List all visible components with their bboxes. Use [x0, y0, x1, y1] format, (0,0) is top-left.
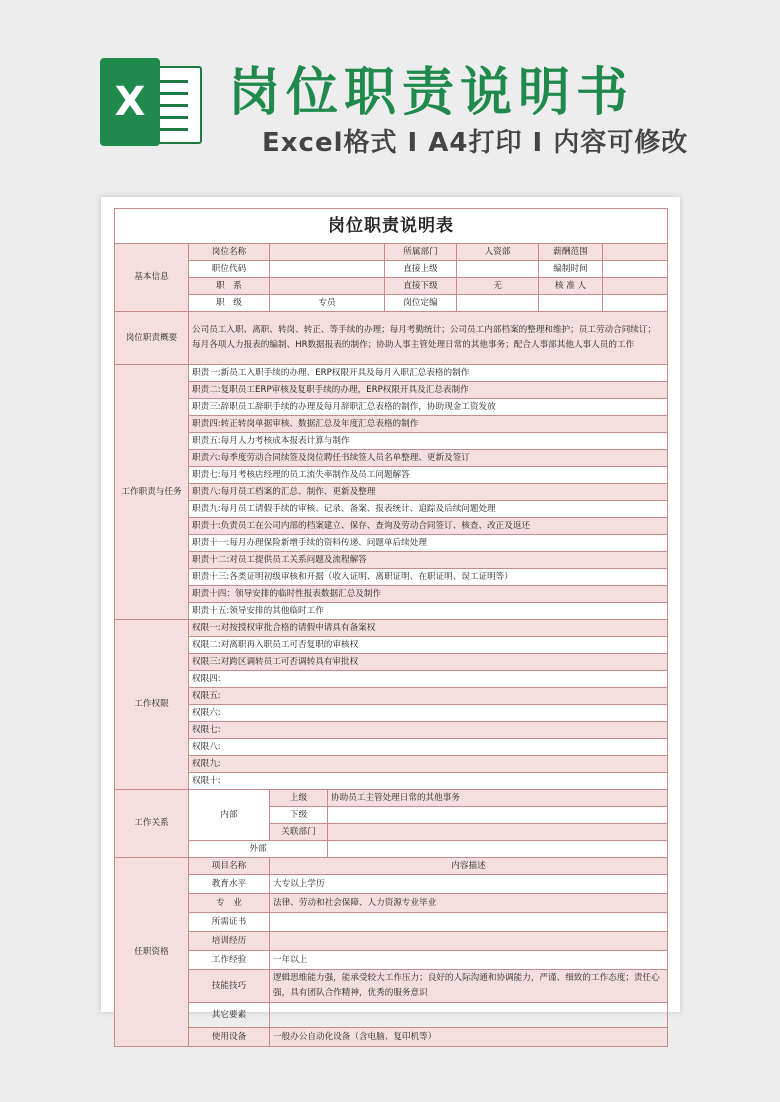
duty-item: 职责四:转正转岗单据审核、数据汇总及年度汇总表格的制作 [189, 416, 668, 433]
qualification-desc: 一年以上 [270, 951, 668, 970]
table-row [115, 875, 668, 894]
table-row [115, 790, 668, 807]
duty-item: 职责十四：领导安排的临时性报表数据汇总及制作 [189, 586, 668, 603]
qualification-item: 工作经验 [189, 951, 270, 970]
authority-item: 权限三:对跨区调转员工可否调转具有审批权 [189, 654, 668, 671]
table-row [115, 278, 668, 295]
qualification-desc [270, 932, 668, 951]
table-row [115, 209, 668, 244]
table-row [115, 620, 668, 637]
duty-item: 职责八:每月员工档案的汇总、制作、更新及整理 [189, 484, 668, 501]
duty-item: 职责十五:领导安排的其他临时工作 [189, 603, 668, 620]
field-label: 职位代码 [189, 261, 270, 278]
banner-title: 岗位职责说明书 [228, 63, 635, 123]
authority-item: 权限十: [189, 773, 668, 790]
table-row [115, 913, 668, 932]
excel-logo-icon: X [100, 58, 200, 146]
authority-item: 权限四: [189, 671, 668, 688]
table-row [115, 467, 668, 484]
relation-desc [328, 824, 668, 841]
field-value [603, 261, 668, 278]
duty-item: 职责九:每月员工请假手续的审核、记录、备案、报表统计、追踪及后续问题处理 [189, 501, 668, 518]
table-row [115, 951, 668, 970]
relation-desc [328, 807, 668, 824]
table-row [115, 841, 668, 858]
table-row [115, 1028, 668, 1047]
document-title: 岗位职责说明表 [115, 209, 668, 244]
table-row [115, 688, 668, 705]
qualification-desc: 法律、劳动和社会保障、人力资源专业毕业 [270, 894, 668, 913]
banner-subtitle: Excel格式 I A4打印 I 内容可修改 [262, 128, 689, 158]
section-label-duties: 工作职责与任务 [115, 365, 189, 620]
field-value [457, 295, 539, 312]
duty-item: 职责六:每季度劳动合同续签及岗位聘任书续签人员名单整理、更新及签订 [189, 450, 668, 467]
table-row [115, 722, 668, 739]
authority-item: 权限五: [189, 688, 668, 705]
table-row [115, 501, 668, 518]
field-value [603, 244, 668, 261]
qualification-item: 培训经历 [189, 932, 270, 951]
table-row [115, 894, 668, 913]
table-row [115, 671, 668, 688]
table-row [115, 773, 668, 790]
table-row [115, 858, 668, 875]
qualification-item: 所需证书 [189, 913, 270, 932]
table-row [115, 416, 668, 433]
relation-level: 下级 [270, 807, 328, 824]
section-label-basic: 基本信息 [115, 244, 189, 312]
field-label: 岗位定编 [385, 295, 457, 312]
qualification-desc: 大专以上学历 [270, 875, 668, 894]
relation-external: 外部 [189, 841, 328, 858]
duty-item: 职责十三:各类证明初级审核和开据（收入证明、离职证明、在职证明、误工证明等） [189, 569, 668, 586]
table-row [115, 244, 668, 261]
qualification-item: 其它要素 [189, 1003, 270, 1028]
banner [0, 0, 780, 190]
duty-item: 职责十:负责员工在公司内部的档案建立、保存、查询及劳动合同签订、核查、改正及返还 [189, 518, 668, 535]
duty-item: 职责十一:每月办理保险新增手续的资料传递、问题单后续处理 [189, 535, 668, 552]
field-label: 编制时间 [539, 261, 603, 278]
table-row [115, 603, 668, 620]
field-value [270, 278, 385, 295]
relation-level: 上级 [270, 790, 328, 807]
field-label: 所属部门 [385, 244, 457, 261]
table-row [115, 1003, 668, 1028]
table-row [115, 569, 668, 586]
relation-level: 关联部门 [270, 824, 328, 841]
field-label: 岗位名称 [189, 244, 270, 261]
table-row [115, 312, 668, 365]
duty-item: 职责七:每月考核店经理的员工流失率制作及员工问题解答 [189, 467, 668, 484]
section-label-authority: 工作权限 [115, 620, 189, 790]
field-value: 人资部 [457, 244, 539, 261]
table-row [115, 261, 668, 278]
table-row [115, 552, 668, 569]
table-row [115, 535, 668, 552]
field-label [539, 295, 603, 312]
table-row [115, 654, 668, 671]
authority-item: 权限七: [189, 722, 668, 739]
authority-item: 权限九: [189, 756, 668, 773]
field-value [270, 261, 385, 278]
qualification-desc: 一般办公自动化设备（含电脑、复印机等） [270, 1028, 668, 1047]
table-row [115, 399, 668, 416]
table-row [115, 586, 668, 603]
table-row [115, 484, 668, 501]
table-row [115, 518, 668, 535]
qualification-desc [270, 1003, 668, 1028]
field-value [270, 244, 385, 261]
qualification-item: 技能技巧 [189, 970, 270, 1003]
field-label: 核 准 人 [539, 278, 603, 295]
field-label: 直接上级 [385, 261, 457, 278]
field-label: 职 系 [189, 278, 270, 295]
table-row [115, 970, 668, 1003]
authority-item: 权限一:对按授权审批合格的请假申请具有备案权 [189, 620, 668, 637]
relation-external-desc [328, 841, 668, 858]
authority-item: 权限六: [189, 705, 668, 722]
table-row [115, 433, 668, 450]
qualification-item: 使用设备 [189, 1028, 270, 1047]
section-label-relations: 工作关系 [115, 790, 189, 858]
qualification-item: 专 业 [189, 894, 270, 913]
overview-text: 公司员工入职、离职、转岗、转正、等手续的办理；每月考勤统计；公司员工内部档案的整理和维护；员工劳动合同续订；每月各项人力报表的编制、HR数据报表的制作；协助人事主管处理日常的其他事务；配合人事部其他人事人员的工作 [189, 312, 668, 365]
field-value [457, 261, 539, 278]
field-value: 无 [457, 278, 539, 295]
table-row [115, 739, 668, 756]
field-value: 专员 [270, 295, 385, 312]
authority-item: 权限八: [189, 739, 668, 756]
field-value [603, 278, 668, 295]
field-label: 薪酬范围 [539, 244, 603, 261]
authority-item: 权限二:对离职再入职员工可否复职的审核权 [189, 637, 668, 654]
qualification-item: 教育水平 [189, 875, 270, 894]
table-row [115, 705, 668, 722]
table-row [115, 932, 668, 951]
column-header-desc: 内容描述 [270, 858, 668, 875]
duty-item: 职责五:每月人力考核成本报表计算与制作 [189, 433, 668, 450]
qualification-desc [270, 913, 668, 932]
section-label-qualification: 任职资格 [115, 858, 189, 1047]
table-row [115, 756, 668, 773]
duty-item: 职责二:复职员工ERP审核及复职手续的办理，ERP权限开具及汇总表制作 [189, 382, 668, 399]
field-value [603, 295, 668, 312]
table-row [115, 450, 668, 467]
job-description-table [114, 208, 668, 1047]
section-label-overview: 岗位职责概要 [115, 312, 189, 365]
relation-desc: 协助员工主管处理日常的其他事务 [328, 790, 668, 807]
relation-internal: 内部 [189, 790, 270, 841]
qualification-desc: 逻辑思维能力强，能承受较大工作压力；良好的人际沟通和协调能力，严谨、细致的工作态度；责任心强，具有团队合作精神，优秀的服务意识 [270, 970, 668, 1003]
duty-item: 职责一:新员工入职手续的办理、ERP权限开具及每月入职汇总表格的制作 [189, 365, 668, 382]
table-row [115, 382, 668, 399]
duty-item: 职责十二:对员工提供员工关系问题及流程解答 [189, 552, 668, 569]
table-row [115, 295, 668, 312]
column-header-item: 项目名称 [189, 858, 270, 875]
field-label: 职 级 [189, 295, 270, 312]
table-row [115, 637, 668, 654]
field-label: 直接下级 [385, 278, 457, 295]
document-page [101, 197, 680, 1042]
table-row [115, 365, 668, 382]
duty-item: 职责三:辞职员工辞职手续的办理及每月辞职汇总表格的制作，协助现金工资发放 [189, 399, 668, 416]
